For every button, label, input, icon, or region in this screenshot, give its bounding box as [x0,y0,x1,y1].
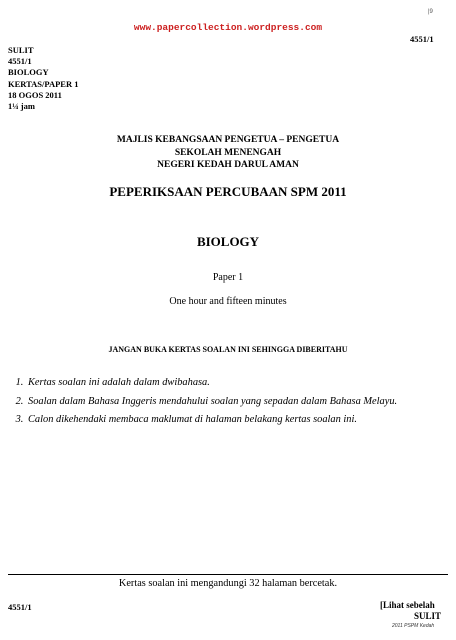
instructions-list [8,374,456,430]
organization-line-2: SEKOLAH MENENGAH [174,147,282,158]
paper-number: Paper 1 [212,272,244,283]
see-back-note: [Lihat sebelah [380,600,435,610]
do-not-open-warning: JANGAN BUKA KERTAS SOALAN INI SEHINGGA DIBERITAHU [108,345,348,354]
exam-title: PEPERIKSAAN PERCUBAAN SPM 2011 [109,184,347,199]
organization [0,134,456,172]
footer-divider [8,574,448,575]
corner-mark: |9 [428,9,433,15]
header-line-duration: 1¼ jam [8,101,35,112]
header-line-sulit: SULIT [8,45,34,55]
watermark-url: www.papercollection.wordpress.com [133,22,323,33]
page-count-note: Kertas soalan ini mengandungi 32 halaman bercetak. [118,578,338,589]
header-info [8,45,78,112]
paper-code-bottom: 4551/1 [8,602,32,612]
organization-line-3: NEGERI KEDAH DARUL AMAN [157,160,299,170]
instruction-item: 2. Soalan dalam Bahasa Inggeris mendahului soalan yang sepadan dalam Bahasa Melayu. [26,393,456,412]
copyright-note: 2011 PSPM Kedah [392,623,435,629]
paper-code-top: 4551/1 [410,34,434,44]
organization-line-1: MAJLIS KEBANGSAAN PENGETUA – PENGETUA [116,135,340,145]
instruction-item: 3. Calon dikehendaki membaca maklumat di halaman belakang kertas soalan ini. [26,411,456,430]
instruction-item: 1. Kertas soalan ini adalah dalam dwibahasa. [26,374,456,393]
header-line-date: 18 OGOS 2011 [8,89,62,100]
subject-title: BIOLOGY [196,234,260,249]
sulit-footer: SULIT [414,611,442,621]
header-line-paper: KERTAS/PAPER 1 [8,78,79,89]
exam-duration: One hour and fifteen minutes [169,296,287,307]
header-line-code: 4551/1 [8,56,32,67]
header-line-subject: BIOLOGY [8,67,49,78]
